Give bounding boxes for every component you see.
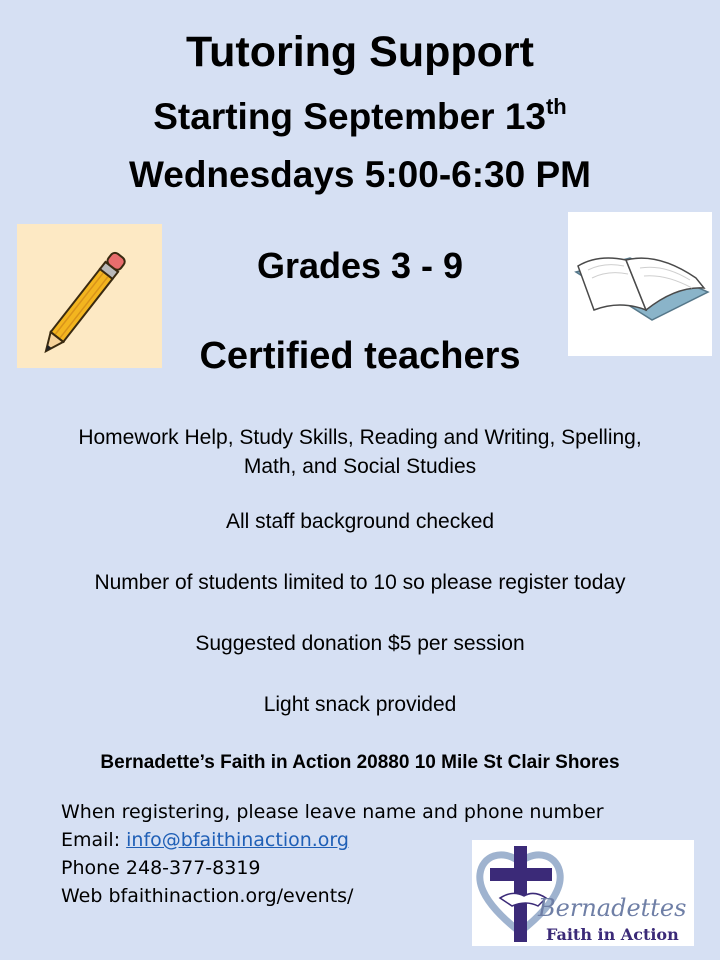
start-date (0, 96, 720, 138)
address: Bernadette’s Faith in Action 20880 10 Mile St Clair Shores (100, 752, 620, 773)
donation: Suggested donation $5 per session (195, 632, 525, 655)
email-link[interactable]: info@bfaithinaction.org (126, 829, 349, 851)
org-logo (472, 840, 694, 946)
logo-script-text: Bernadettes (538, 894, 687, 922)
subjects-line-2: Math, and Social Studies (243, 455, 477, 478)
start-date-suffix: th (545, 94, 567, 119)
snack: Light snack provided (263, 693, 457, 716)
certified-teachers: Certified teachers (199, 335, 521, 377)
schedule: Wednesdays 5:00-6:30 PM (128, 154, 591, 195)
logo-org-text: Faith in Action (546, 925, 679, 944)
student-limit: Number of students limited to 10 so please register today (94, 571, 626, 594)
phone-line: Phone 248-377-8319 (61, 857, 261, 879)
subjects (0, 423, 720, 481)
registration-instructions: When registering, please leave name and phone number (61, 801, 604, 823)
subjects-line-1: Homework Help, Study Skills, Reading and Writing, Spelling, (78, 426, 642, 449)
web-line: Web bfaithinaction.org/events/ (61, 885, 354, 907)
background-check: All staff background checked (225, 510, 495, 533)
start-date-text: Starting September 13 (153, 96, 546, 137)
flyer-title: Tutoring Support (186, 28, 534, 76)
email-label: Email: (61, 829, 127, 851)
cross-heart-logo (472, 840, 694, 946)
grades: Grades 3 - 9 (256, 245, 464, 286)
